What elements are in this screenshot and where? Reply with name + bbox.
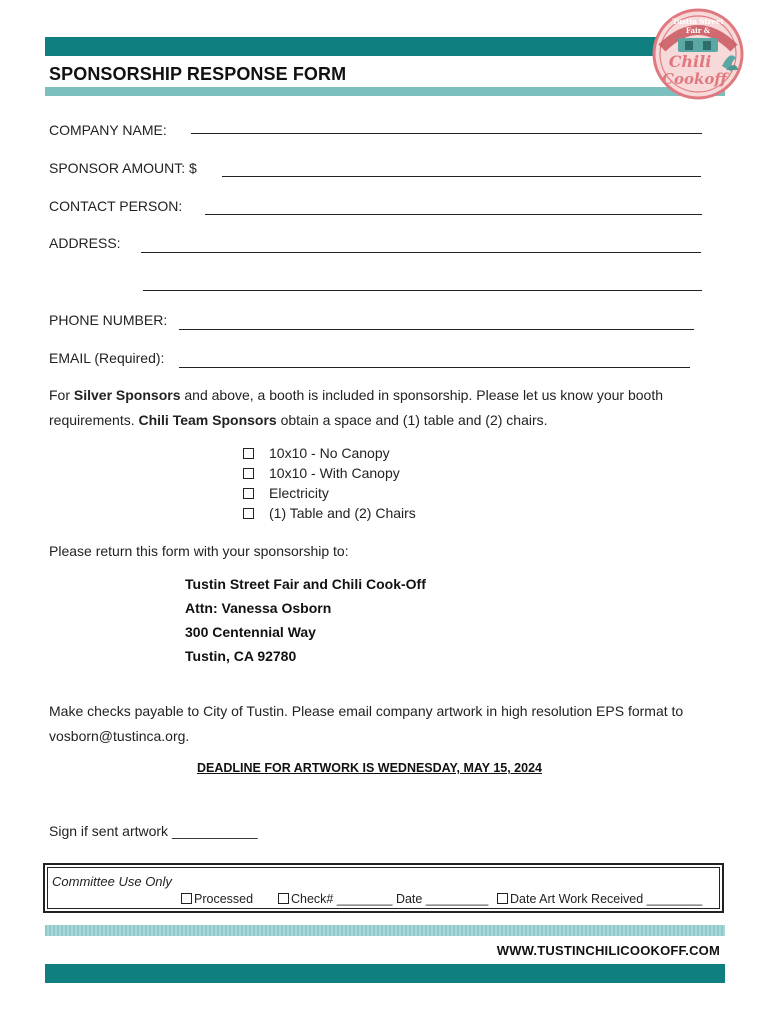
company-name-label: COMPANY NAME: — [49, 122, 167, 138]
silver-sponsors-text: Silver Sponsors — [73, 387, 181, 403]
check-label: Check# ________ Date _________ — [291, 892, 489, 906]
email-label: EMAIL (Required): — [49, 350, 165, 366]
checkbox[interactable] — [243, 448, 254, 459]
contact-person-label: CONTACT PERSON: — [49, 198, 183, 214]
contact-person-line[interactable] — [205, 214, 702, 215]
booth-options-list — [243, 443, 416, 523]
payment-note: Make checks payable to City of Tustin. Please email company artwork in high resolution EPS format to vosborn@tustinca.org. — [49, 703, 684, 744]
address-line-2[interactable] — [143, 290, 702, 291]
sign-line: Sign if sent artwork ___________ — [49, 823, 258, 839]
booth-paragraph — [49, 383, 719, 433]
sponsor-amount-label: SPONSOR AMOUNT: $ — [49, 160, 197, 176]
checkbox[interactable] — [243, 468, 254, 479]
artwork-item[interactable] — [497, 892, 702, 906]
processed-item[interactable] — [181, 892, 253, 906]
booth-text-1: For — [49, 387, 74, 403]
artwork-label: Date Art Work Received ________ — [510, 892, 703, 906]
phone-number-line[interactable] — [179, 329, 694, 330]
address-line: 300 Centennial Way — [185, 624, 316, 640]
address-line-1[interactable] — [141, 252, 701, 253]
processed-label: Processed — [194, 892, 254, 906]
email-line[interactable] — [179, 367, 690, 368]
address-line: Tustin Street Fair and Chili Cook-Off — [185, 576, 426, 592]
checkbox[interactable] — [181, 893, 192, 904]
check-item[interactable] — [278, 892, 488, 906]
booth-option-label: 10x10 - No Canopy — [269, 445, 390, 461]
footer-bar-top — [45, 925, 725, 936]
return-address — [185, 572, 426, 668]
booth-option-label: (1) Table and (2) Chairs — [269, 505, 416, 521]
committee-inner-border — [47, 867, 720, 909]
logo-text-top: Tustin Street Fair & — [672, 17, 724, 35]
logo-text-main-1: Chili — [668, 52, 712, 71]
checkbox[interactable] — [497, 893, 508, 904]
phone-number-label: PHONE NUMBER: — [49, 312, 168, 328]
logo-text-main-2: Cookoff — [662, 70, 727, 88]
chili-team-sponsors-text: Chili Team Sponsors — [138, 412, 277, 428]
return-instructions: Please return this form with your sponsorship to: — [49, 543, 349, 559]
checkbox[interactable] — [243, 488, 254, 499]
address-label: ADDRESS: — [49, 235, 121, 251]
header-bar-top — [45, 37, 705, 56]
booth-option[interactable] — [243, 463, 416, 483]
event-logo — [652, 8, 744, 100]
footer-bar-bottom — [45, 964, 725, 983]
booth-option-label: 10x10 - With Canopy — [269, 465, 400, 481]
sponsor-amount-line[interactable] — [222, 176, 701, 177]
address-line: Attn: Vanessa Osborn — [185, 600, 332, 616]
page-title: SPONSORSHIP RESPONSE FORM — [49, 64, 347, 84]
website-link[interactable]: WWW.TUSTINCHILICOOKOFF.COM — [496, 943, 720, 958]
address-line: Tustin, CA 92780 — [185, 648, 297, 664]
header-bar-bottom — [45, 87, 725, 96]
booth-option[interactable] — [243, 503, 416, 523]
company-name-line[interactable] — [191, 133, 702, 134]
checkbox[interactable] — [278, 893, 289, 904]
booth-option[interactable] — [243, 443, 416, 463]
deadline-notice: DEADLINE FOR ARTWORK IS WEDNESDAY, MAY 15, 2024 — [197, 761, 542, 775]
booth-option-label: Electricity — [269, 485, 329, 501]
committee-title: Committee Use Only — [52, 874, 172, 889]
booth-text-3: obtain a space and (1) table and (2) chairs. — [276, 412, 548, 428]
committee-use-box — [43, 863, 724, 913]
checkbox[interactable] — [243, 508, 254, 519]
booth-option[interactable] — [243, 483, 416, 503]
booth-text-2: and above, a booth is included in sponsorship. Please let us know your booth requirements. — [49, 387, 664, 428]
